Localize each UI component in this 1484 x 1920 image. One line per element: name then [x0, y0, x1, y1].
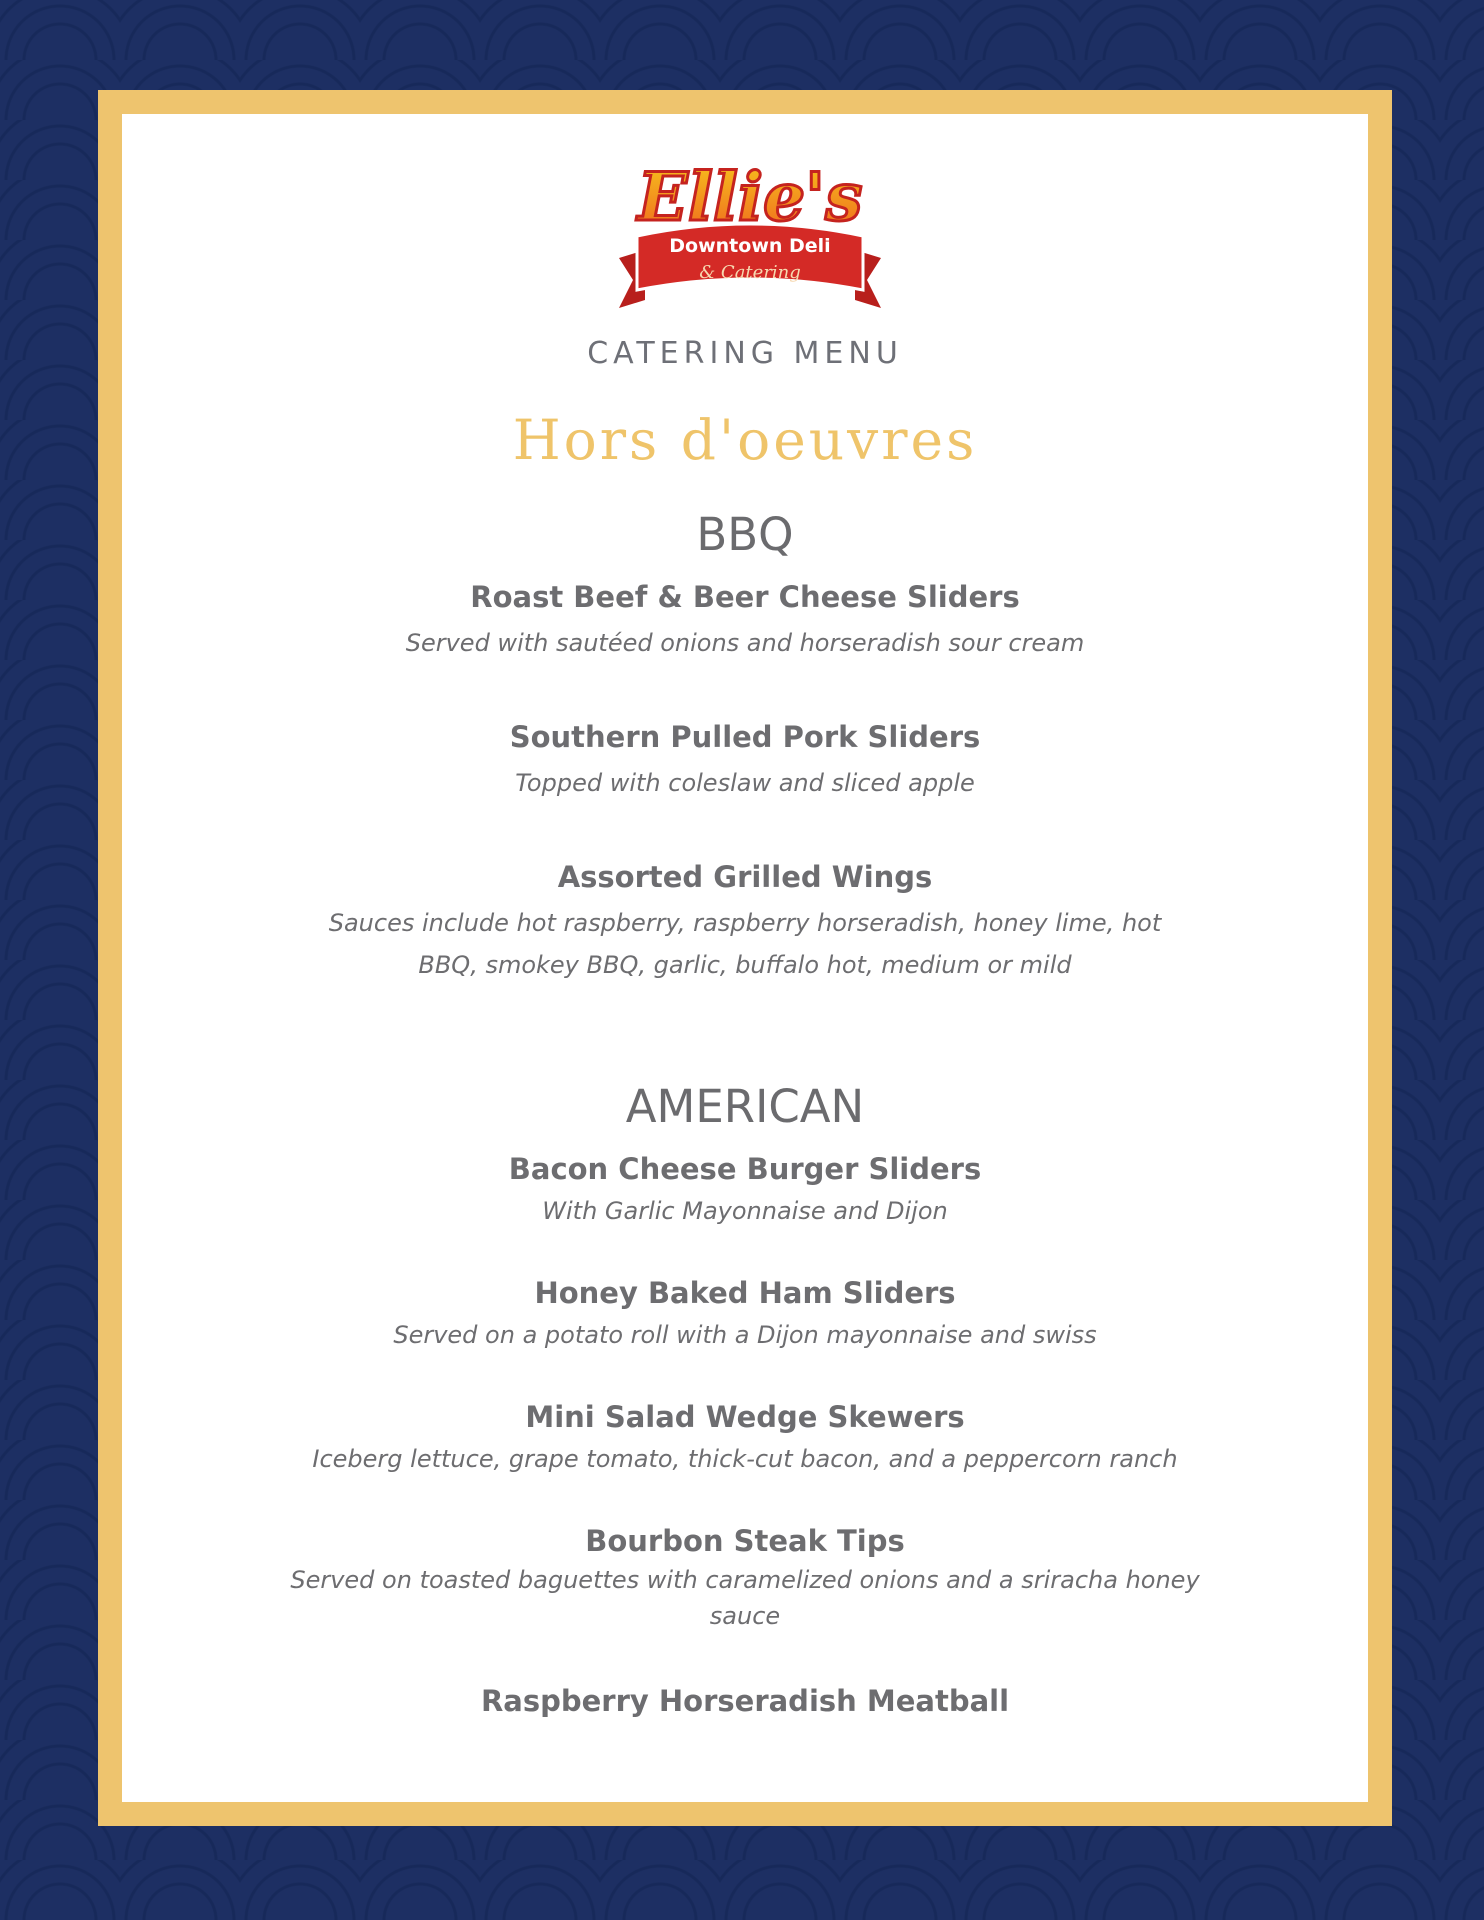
menu-item-desc: Sauces include hot raspberry, raspberry horseradish, honey lime, hot BBQ, smokey BBQ, garlic, buffalo hot, medium or mild — [328, 909, 1162, 979]
logo-banner-text: Downtown Deli — [669, 235, 831, 257]
menu-item-name: Assorted Grilled Wings — [557, 860, 933, 894]
menu-item-desc: Topped with coleslaw and sliced apple — [515, 769, 975, 797]
menu-item-name: Roast Beef & Beer Cheese Sliders — [470, 580, 1020, 614]
menu-item-name: Southern Pulled Pork Sliders — [509, 720, 981, 754]
ellies-deli-logo — [615, 140, 885, 320]
menu-item-desc: Served with sautéed onions and horseradish sour cream — [405, 629, 1085, 657]
page-title: Hors d'oeuvres — [512, 408, 978, 472]
menu-item-name: Raspberry Horseradish Meatball — [480, 1684, 1010, 1718]
menu-frame — [98, 90, 1392, 1826]
logo-name-text: Ellie's — [637, 158, 863, 236]
menu-item-desc: Served on toasted baguettes with caramelized onions and a sriracha honey sauce — [290, 1566, 1200, 1630]
menu-item-name: Bacon Cheese Burger Sliders — [508, 1152, 982, 1186]
menu-page — [122, 114, 1368, 1802]
menu-item-name: Honey Baked Ham Sliders — [534, 1276, 956, 1310]
logo-sub-text: & Catering — [699, 262, 801, 283]
menu-item-name: Mini Salad Wedge Skewers — [525, 1400, 965, 1434]
catering-menu-subtitle: CATERING MENU — [587, 336, 903, 371]
section-heading-bbq: BBQ — [696, 508, 794, 561]
menu-item-desc: With Garlic Mayonnaise and Dijon — [542, 1197, 948, 1225]
menu-item-name: Bourbon Steak Tips — [585, 1524, 905, 1558]
menu-item-desc: Served on a potato roll with a Dijon mayonnaise and swiss — [393, 1321, 1097, 1349]
section-heading-american: AMERICAN — [625, 1080, 865, 1133]
menu-item-desc: Iceberg lettuce, grape tomato, thick-cut bacon, and a peppercorn ranch — [312, 1445, 1178, 1473]
